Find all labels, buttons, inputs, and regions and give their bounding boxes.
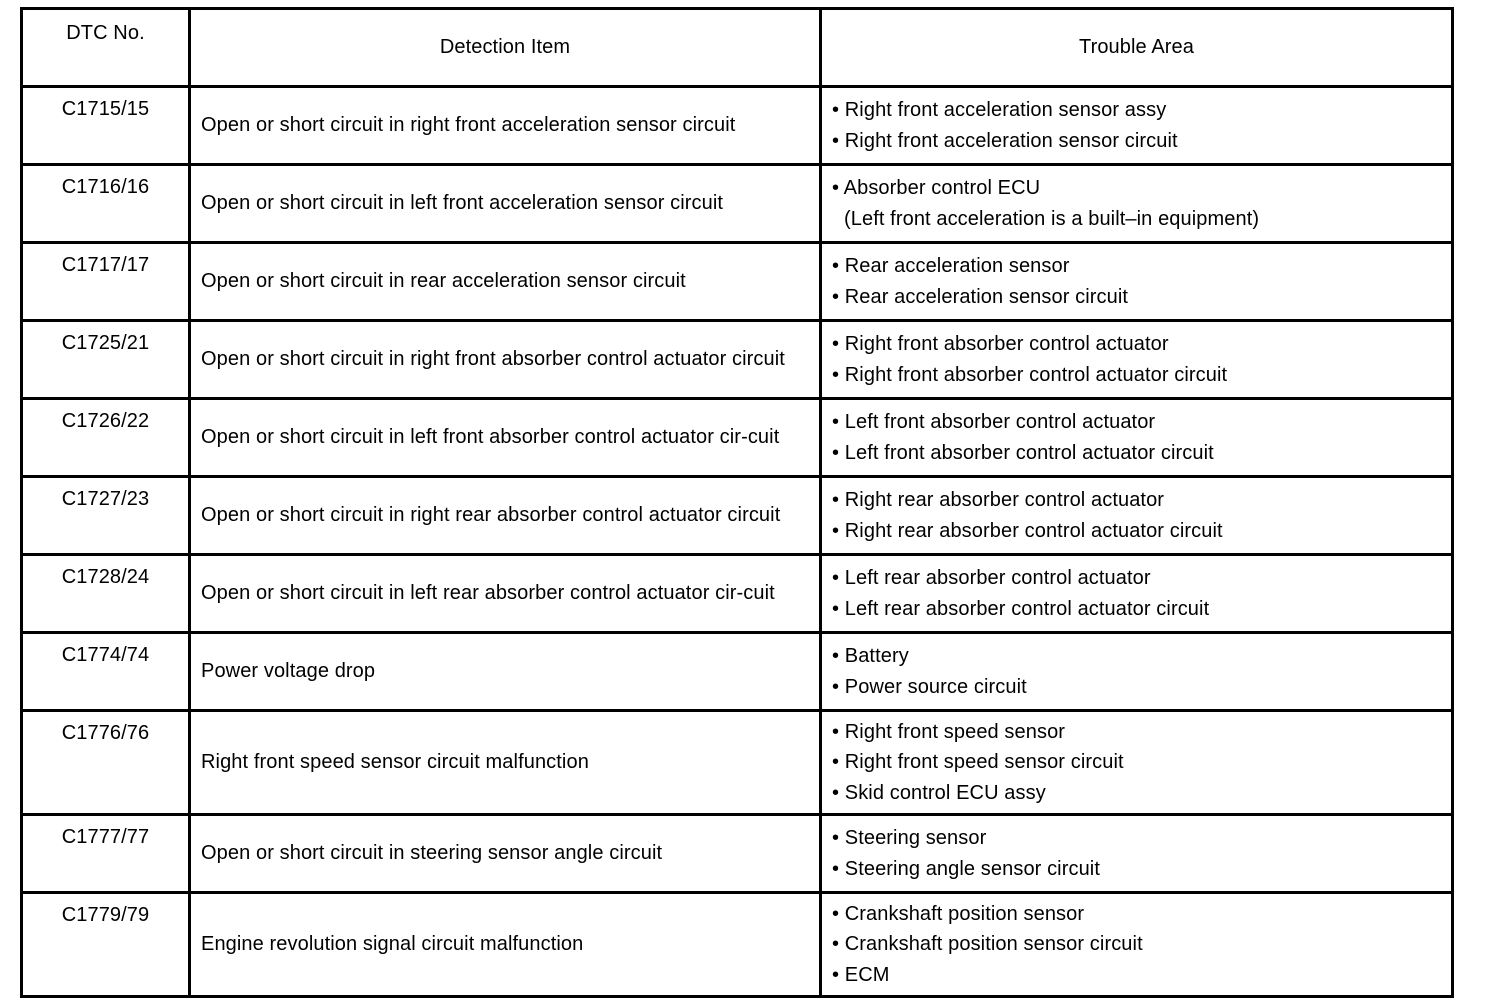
trouble-area-item: • Skid control ECU assy	[832, 781, 1046, 804]
header-detection-item: Detection Item	[190, 9, 821, 87]
detection-item-cell: Power voltage drop	[190, 633, 821, 711]
trouble-area-cell	[821, 893, 1453, 997]
trouble-area-cell	[821, 633, 1453, 711]
trouble-area-cell	[821, 87, 1453, 165]
table-row	[22, 815, 1453, 893]
detection-item-cell: Engine revolution signal circuit malfunction	[190, 893, 821, 997]
trouble-area-item: • Left front absorber control actuator	[832, 411, 1156, 433]
table-row	[22, 399, 1453, 477]
table-row	[22, 893, 1453, 997]
dtc-code-cell: C1777/77	[22, 815, 190, 893]
trouble-area-item: • Left rear absorber control actuator circuit	[832, 597, 1210, 620]
trouble-area-item: • Steering sensor	[832, 827, 987, 849]
trouble-area-item: • Crankshaft position sensor	[832, 902, 1085, 925]
dtc-code-cell: C1727/23	[22, 477, 190, 555]
dtc-code-cell: C1717/17	[22, 243, 190, 321]
trouble-area-cell	[821, 399, 1453, 477]
trouble-area-item: • Right front absorber control actuator circuit	[832, 363, 1228, 386]
trouble-area-item: • Right front speed sensor	[832, 720, 1066, 743]
table-row	[22, 321, 1453, 399]
dtc-code-cell: C1716/16	[22, 165, 190, 243]
detection-item-cell: Open or short circuit in left front acceleration sensor circuit	[190, 165, 821, 243]
dtc-code-cell: C1779/79	[22, 893, 190, 997]
trouble-area-item: • Right rear absorber control actuator	[832, 489, 1165, 511]
table-row	[22, 165, 1453, 243]
trouble-area-item: • ECM	[832, 963, 890, 986]
trouble-area-item: • Right front speed sensor circuit	[832, 751, 1124, 774]
trouble-area-item: • Steering angle sensor circuit	[832, 857, 1101, 880]
dtc-code-cell: C1715/15	[22, 87, 190, 165]
detection-item-cell: Open or short circuit in right front absorber control actuator circuit	[190, 321, 821, 399]
dtc-code-cell: C1728/24	[22, 555, 190, 633]
trouble-area-cell	[821, 477, 1453, 555]
trouble-area-item: • Power source circuit	[832, 675, 1027, 698]
trouble-area-item: • Crankshaft position sensor circuit	[832, 933, 1143, 956]
trouble-area-item: • Battery	[832, 645, 909, 667]
table-row	[22, 633, 1453, 711]
trouble-area-item: • Right front absorber control actuator	[832, 333, 1169, 355]
trouble-area-cell	[821, 815, 1453, 893]
detection-item-cell: Open or short circuit in steering sensor angle circuit	[190, 815, 821, 893]
dtc-code-cell: C1776/76	[22, 711, 190, 815]
trouble-area-item: • Right rear absorber control actuator circuit	[832, 519, 1223, 542]
trouble-area-cell	[821, 321, 1453, 399]
trouble-area-cell	[821, 555, 1453, 633]
detection-item-cell: Open or short circuit in left front absorber control actuator cir-cuit	[190, 399, 821, 477]
trouble-area-cell	[821, 165, 1453, 243]
trouble-area-item: • Rear acceleration sensor	[832, 255, 1070, 277]
detection-item-cell: Open or short circuit in left rear absorber control actuator cir-cuit	[190, 555, 821, 633]
detection-item-cell: Open or short circuit in right rear absorber control actuator circuit	[190, 477, 821, 555]
trouble-area-item: • Left front absorber control actuator circuit	[832, 441, 1214, 464]
dtc-code-cell: C1726/22	[22, 399, 190, 477]
table-row	[22, 87, 1453, 165]
trouble-area-cell	[821, 243, 1453, 321]
header-row	[22, 9, 1453, 87]
trouble-area-item: • Left rear absorber control actuator	[832, 567, 1151, 589]
detection-item-cell: Open or short circuit in rear acceleration sensor circuit	[190, 243, 821, 321]
table-header	[22, 9, 1453, 87]
table-row	[22, 711, 1453, 815]
dtc-table	[20, 7, 1454, 998]
dtc-code-cell: C1774/74	[22, 633, 190, 711]
dtc-code-cell: C1725/21	[22, 321, 190, 399]
table-row	[22, 243, 1453, 321]
trouble-area-item: • Absorber control ECU	[832, 177, 1041, 199]
trouble-area-item: • Rear acceleration sensor circuit	[832, 285, 1129, 308]
trouble-area-item: • Right front acceleration sensor assy	[832, 99, 1167, 121]
trouble-area-item: • Right front acceleration sensor circuit	[832, 129, 1178, 152]
detection-item-cell: Open or short circuit in right front acceleration sensor circuit	[190, 87, 821, 165]
trouble-area-cell	[821, 711, 1453, 815]
table-body	[22, 87, 1453, 997]
header-dtc-no: DTC No.	[22, 9, 190, 87]
trouble-area-item: (Left front acceleration is a built–in equipment)	[844, 207, 1260, 230]
header-trouble-area: Trouble Area	[821, 9, 1453, 87]
table-row	[22, 555, 1453, 633]
detection-item-cell: Right front speed sensor circuit malfunction	[190, 711, 821, 815]
table-row	[22, 477, 1453, 555]
